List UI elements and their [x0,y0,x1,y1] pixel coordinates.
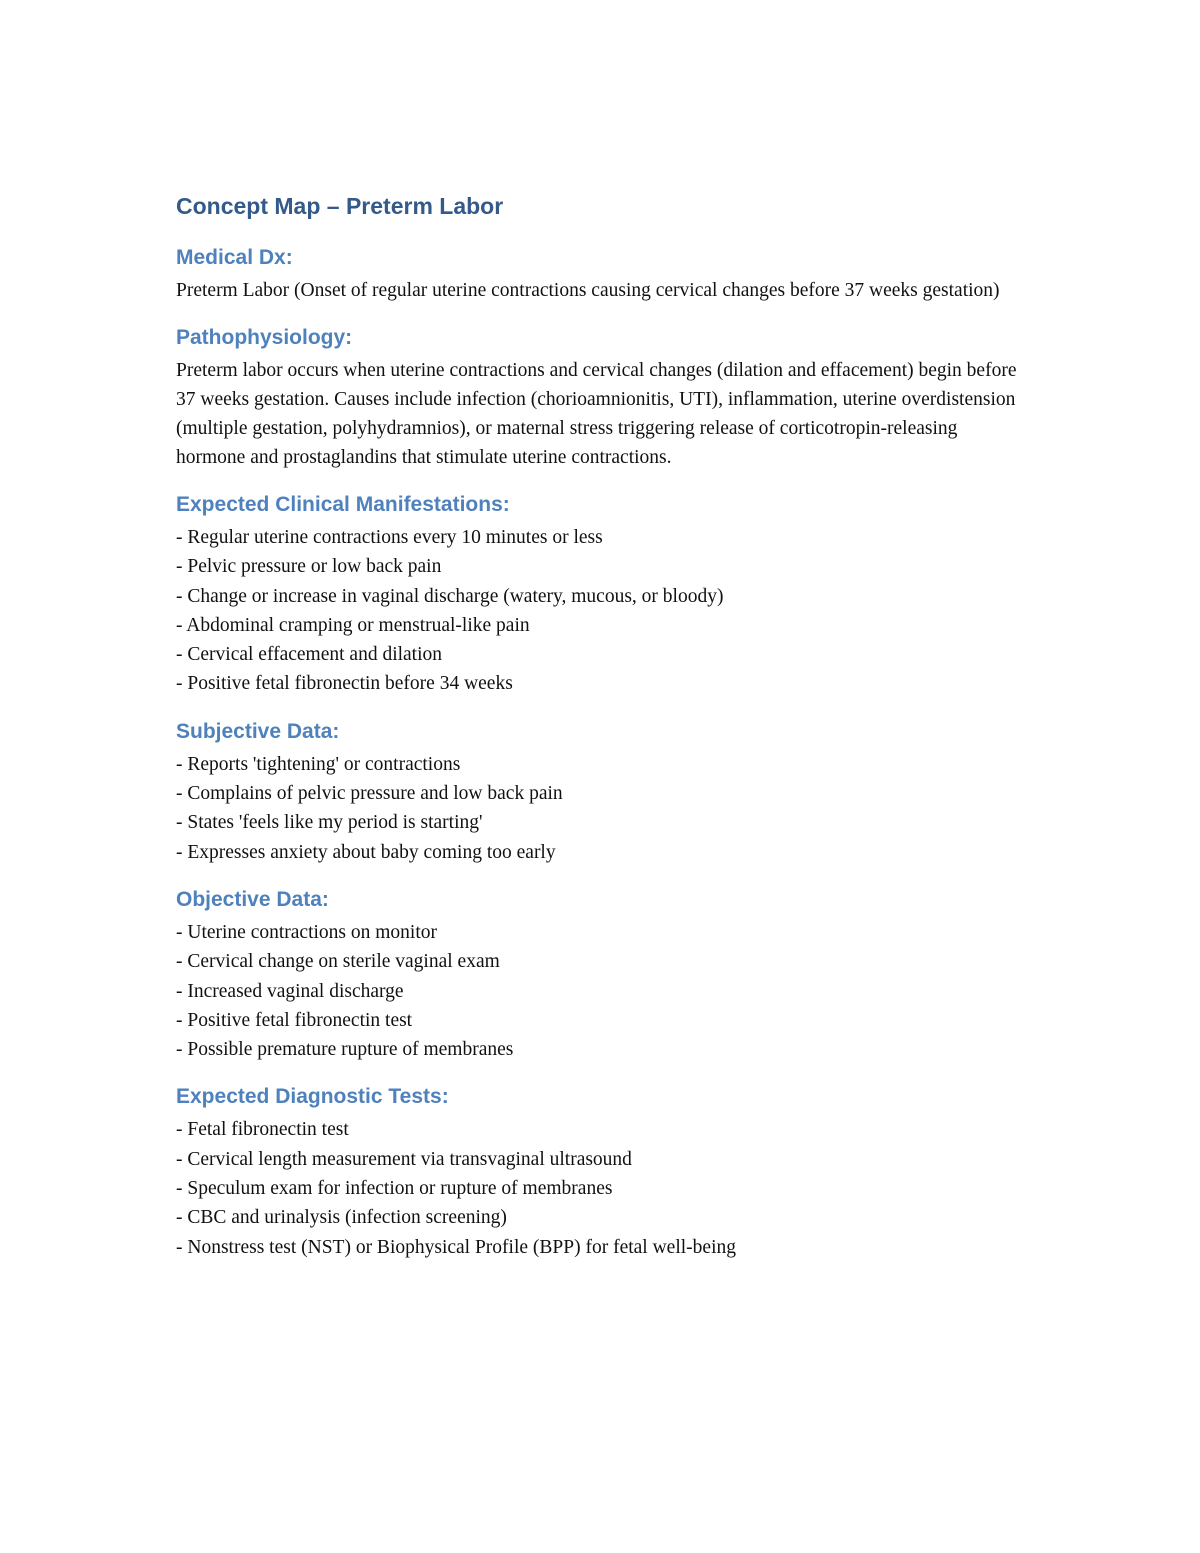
list-item: - Cervical length measurement via transvaginal ultrasound [176,1148,632,1170]
section-heading: Expected Diagnostic Tests: [176,1085,449,1109]
title-block [176,190,1026,222]
list-item: - Regular uterine contractions every 10 minutes or less [176,527,603,548]
list-item: - Uterine contractions on monitor [176,921,438,943]
list-item: - Speculum exam for infection or rupture of membranes [176,1178,613,1200]
section-heading: Pathophysiology: [176,326,353,349]
list-item: - CBC and urinalysis (infection screening) [176,1207,507,1229]
section-clinical-manifestations [176,490,1026,699]
list-item: - Cervical change on sterile vaginal exam [176,951,500,973]
list-item: - Pelvic pressure or low back pain [176,556,442,578]
list-item: - Increased vaginal discharge [176,980,404,1002]
bullet-list [176,750,1026,867]
section-objective-data [176,885,1026,1064]
list-item: - Expresses anxiety about baby coming too early [176,841,556,863]
page-title: Concept Map – Preterm Labor [176,193,504,219]
list-item: - Nonstress test (NST) or Biophysical Profile (BPP) for fetal well-being [176,1236,736,1258]
section-diagnostic-tests [176,1082,1026,1261]
section-paragraph: Preterm labor occurs when uterine contractions and cervical changes (dilation and effacement) begin before 37 weeks gestation. Causes include infection (chorioamnionitis, UTI), inflammation, uterine overdistension (multiple gestation, polyhydramnios), or maternal stress triggering release of corticotropin-releasing hormone and prostaglandins that stimulate uterine contractions. [176,360,1017,468]
section-heading: Subjective Data: [176,719,340,743]
document-page [176,190,1026,1280]
section-medical-dx [176,243,1026,305]
bullet-list [176,523,1026,699]
bullet-list [176,1115,1026,1261]
list-item: - Cervical effacement and dilation [176,644,443,666]
list-item: - Possible premature rupture of membranes [176,1039,514,1061]
list-item: - Positive fetal fibronectin before 34 weeks [176,673,513,695]
bullet-list [176,918,1026,1064]
list-item: - States 'feels like my period is starting' [176,812,483,834]
section-pathophysiology [176,323,1026,472]
list-item: - Reports 'tightening' or contractions [176,753,461,775]
section-heading: Expected Clinical Manifestations: [176,493,510,516]
section-paragraph: Preterm Labor (Onset of regular uterine contractions causing cervical changes before 37 weeks gestation) [176,280,1000,301]
list-item: - Change or increase in vaginal discharge (watery, mucous, or bloody) [176,585,724,607]
section-heading: Objective Data: [176,887,329,911]
section-heading: Medical Dx: [176,246,293,269]
list-item: - Abdominal cramping or menstrual-like pain [176,614,530,636]
section-subjective-data [176,717,1026,867]
list-item: - Positive fetal fibronectin test [176,1009,413,1031]
list-item: - Fetal fibronectin test [176,1119,349,1141]
list-item: - Complains of pelvic pressure and low back pain [176,783,563,805]
